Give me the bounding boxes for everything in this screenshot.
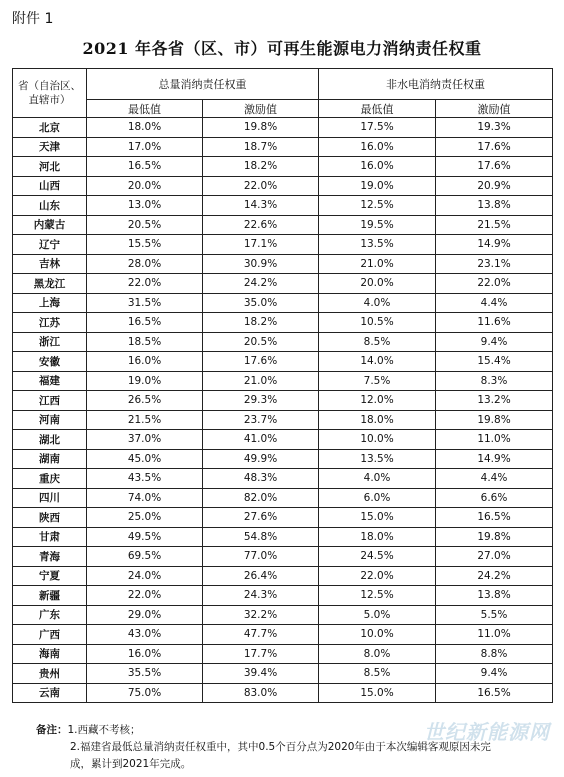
- header-nonhydro-min: 最低值: [319, 100, 436, 118]
- value-cell: 45.0%: [87, 449, 203, 469]
- table-row: [13, 254, 553, 274]
- province-cell: 天津: [13, 137, 87, 157]
- table-row: [13, 391, 553, 411]
- value-cell: 8.8%: [436, 644, 553, 664]
- value-cell: 29.0%: [87, 605, 203, 625]
- value-cell: 43.0%: [87, 625, 203, 645]
- value-cell: 17.6%: [436, 137, 553, 157]
- value-cell: 18.7%: [203, 137, 319, 157]
- table-row: [13, 313, 553, 333]
- value-cell: 6.0%: [319, 488, 436, 508]
- table-row: [13, 293, 553, 313]
- value-cell: 77.0%: [203, 547, 319, 567]
- table-row: [13, 430, 553, 450]
- header-total-min: 最低值: [87, 100, 203, 118]
- value-cell: 12.0%: [319, 391, 436, 411]
- value-cell: 28.0%: [87, 254, 203, 274]
- value-cell: 16.5%: [87, 313, 203, 333]
- province-cell: 上海: [13, 293, 87, 313]
- value-cell: 25.0%: [87, 508, 203, 528]
- value-cell: 8.0%: [319, 644, 436, 664]
- table-row: [13, 566, 553, 586]
- value-cell: 23.7%: [203, 410, 319, 430]
- value-cell: 10.0%: [319, 625, 436, 645]
- value-cell: 5.5%: [436, 605, 553, 625]
- table-row: [13, 274, 553, 294]
- value-cell: 16.5%: [436, 508, 553, 528]
- value-cell: 43.5%: [87, 469, 203, 489]
- province-cell: 新疆: [13, 586, 87, 606]
- value-cell: 19.0%: [319, 176, 436, 196]
- notes: [36, 722, 491, 773]
- value-cell: 24.3%: [203, 586, 319, 606]
- value-cell: 17.6%: [203, 352, 319, 372]
- value-cell: 13.8%: [436, 586, 553, 606]
- value-cell: 9.4%: [436, 332, 553, 352]
- table-row: [13, 508, 553, 528]
- value-cell: 35.5%: [87, 664, 203, 684]
- value-cell: 74.0%: [87, 488, 203, 508]
- header-nonhydro-incentive: 激励值: [436, 100, 553, 118]
- value-cell: 16.5%: [436, 683, 553, 703]
- table-row: [13, 625, 553, 645]
- value-cell: 24.0%: [87, 566, 203, 586]
- value-cell: 75.0%: [87, 683, 203, 703]
- value-cell: 13.5%: [319, 235, 436, 255]
- value-cell: 82.0%: [203, 488, 319, 508]
- value-cell: 15.4%: [436, 352, 553, 372]
- province-cell: 广西: [13, 625, 87, 645]
- value-cell: 47.7%: [203, 625, 319, 645]
- table-row: [13, 586, 553, 606]
- value-cell: 26.5%: [87, 391, 203, 411]
- value-cell: 18.0%: [319, 410, 436, 430]
- value-cell: 18.5%: [87, 332, 203, 352]
- value-cell: 16.0%: [87, 352, 203, 372]
- value-cell: 31.5%: [87, 293, 203, 313]
- province-cell: 北京: [13, 118, 87, 138]
- watermark-logo: 世纪新能源网: [424, 720, 550, 744]
- value-cell: 18.0%: [319, 527, 436, 547]
- value-cell: 12.5%: [319, 196, 436, 216]
- quota-table: [12, 68, 553, 703]
- value-cell: 83.0%: [203, 683, 319, 703]
- province-cell: 浙江: [13, 332, 87, 352]
- value-cell: 21.0%: [203, 371, 319, 391]
- province-cell: 山西: [13, 176, 87, 196]
- value-cell: 14.0%: [319, 352, 436, 372]
- table-row: [13, 137, 553, 157]
- province-cell: 江西: [13, 391, 87, 411]
- value-cell: 20.5%: [203, 332, 319, 352]
- note-1: 1.西藏不考核；: [67, 724, 141, 736]
- province-cell: 内蒙古: [13, 215, 87, 235]
- value-cell: 29.3%: [203, 391, 319, 411]
- value-cell: 15.5%: [87, 235, 203, 255]
- value-cell: 24.2%: [436, 566, 553, 586]
- note-2a: 2.福建省最低总量消纳责任权重中，其中0.5个百分点为2020年由于本次编辑客观原因未完: [70, 741, 491, 753]
- value-cell: 27.6%: [203, 508, 319, 528]
- header-total: 总量消纳责任权重: [87, 69, 319, 100]
- value-cell: 10.0%: [319, 430, 436, 450]
- province-cell: 甘肃: [13, 527, 87, 547]
- value-cell: 24.5%: [319, 547, 436, 567]
- table-row: [13, 196, 553, 216]
- value-cell: 22.6%: [203, 215, 319, 235]
- value-cell: 16.0%: [319, 137, 436, 157]
- value-cell: 19.0%: [87, 371, 203, 391]
- value-cell: 26.4%: [203, 566, 319, 586]
- value-cell: 5.0%: [319, 605, 436, 625]
- note-2b: 成，累计到2021年完成。: [70, 758, 192, 770]
- value-cell: 14.9%: [436, 235, 553, 255]
- value-cell: 21.5%: [436, 215, 553, 235]
- value-cell: 11.0%: [436, 625, 553, 645]
- value-cell: 17.1%: [203, 235, 319, 255]
- value-cell: 16.0%: [87, 644, 203, 664]
- value-cell: 49.9%: [203, 449, 319, 469]
- value-cell: 16.5%: [87, 157, 203, 177]
- value-cell: 39.4%: [203, 664, 319, 684]
- value-cell: 4.4%: [436, 469, 553, 489]
- page-title: 2021 年各省（区、市）可再生能源电力消纳责任权重: [82, 39, 482, 58]
- value-cell: 7.5%: [319, 371, 436, 391]
- value-cell: 17.0%: [87, 137, 203, 157]
- table-row: [13, 176, 553, 196]
- value-cell: 12.5%: [319, 586, 436, 606]
- value-cell: 37.0%: [87, 430, 203, 450]
- value-cell: 18.2%: [203, 313, 319, 333]
- province-cell: 青海: [13, 547, 87, 567]
- table-row: [13, 410, 553, 430]
- province-cell: 海南: [13, 644, 87, 664]
- province-cell: 河南: [13, 410, 87, 430]
- table-row: [13, 605, 553, 625]
- value-cell: 27.0%: [436, 547, 553, 567]
- value-cell: 21.0%: [319, 254, 436, 274]
- province-cell: 山东: [13, 196, 87, 216]
- value-cell: 21.5%: [87, 410, 203, 430]
- value-cell: 18.0%: [87, 118, 203, 138]
- province-cell: 江苏: [13, 313, 87, 333]
- table-row: [13, 488, 553, 508]
- value-cell: 4.4%: [436, 293, 553, 313]
- table-row: [13, 469, 553, 489]
- header-total-incentive: 激励值: [203, 100, 319, 118]
- value-cell: 20.0%: [319, 274, 436, 294]
- annex-label: 附件 1: [12, 11, 54, 27]
- value-cell: 22.0%: [319, 566, 436, 586]
- province-cell: 湖南: [13, 449, 87, 469]
- value-cell: 20.9%: [436, 176, 553, 196]
- value-cell: 8.5%: [319, 332, 436, 352]
- value-cell: 13.0%: [87, 196, 203, 216]
- value-cell: 19.8%: [436, 527, 553, 547]
- table-row: [13, 352, 553, 372]
- value-cell: 22.0%: [436, 274, 553, 294]
- province-cell: 宁夏: [13, 566, 87, 586]
- value-cell: 41.0%: [203, 430, 319, 450]
- value-cell: 11.0%: [436, 430, 553, 450]
- table-row: [13, 371, 553, 391]
- table-row: [13, 644, 553, 664]
- province-cell: 云南: [13, 683, 87, 703]
- province-cell: 广东: [13, 605, 87, 625]
- value-cell: 24.2%: [203, 274, 319, 294]
- value-cell: 32.2%: [203, 605, 319, 625]
- value-cell: 10.5%: [319, 313, 436, 333]
- table-row: [13, 235, 553, 255]
- value-cell: 4.0%: [319, 469, 436, 489]
- table-row: [13, 118, 553, 138]
- value-cell: 48.3%: [203, 469, 319, 489]
- province-cell: 陕西: [13, 508, 87, 528]
- table-body: [13, 118, 553, 703]
- value-cell: 30.9%: [203, 254, 319, 274]
- table-row: [13, 527, 553, 547]
- table-row: [13, 449, 553, 469]
- value-cell: 20.5%: [87, 215, 203, 235]
- table-row: [13, 547, 553, 567]
- value-cell: 19.8%: [436, 410, 553, 430]
- table-row: [13, 664, 553, 684]
- table-row: [13, 332, 553, 352]
- value-cell: 15.0%: [319, 683, 436, 703]
- notes-label: 备注：: [36, 724, 68, 736]
- value-cell: 20.0%: [87, 176, 203, 196]
- value-cell: 23.1%: [436, 254, 553, 274]
- province-cell: 四川: [13, 488, 87, 508]
- province-cell: 湖北: [13, 430, 87, 450]
- value-cell: 69.5%: [87, 547, 203, 567]
- value-cell: 15.0%: [319, 508, 436, 528]
- value-cell: 13.8%: [436, 196, 553, 216]
- value-cell: 22.0%: [203, 176, 319, 196]
- value-cell: 17.5%: [319, 118, 436, 138]
- province-cell: 贵州: [13, 664, 87, 684]
- value-cell: 16.0%: [319, 157, 436, 177]
- province-cell: 吉林: [13, 254, 87, 274]
- value-cell: 8.3%: [436, 371, 553, 391]
- table-row: [13, 157, 553, 177]
- value-cell: 19.3%: [436, 118, 553, 138]
- value-cell: 13.2%: [436, 391, 553, 411]
- value-cell: 13.5%: [319, 449, 436, 469]
- value-cell: 49.5%: [87, 527, 203, 547]
- province-cell: 河北: [13, 157, 87, 177]
- value-cell: 22.0%: [87, 274, 203, 294]
- value-cell: 11.6%: [436, 313, 553, 333]
- province-cell: 黑龙江: [13, 274, 87, 294]
- value-cell: 14.9%: [436, 449, 553, 469]
- value-cell: 17.6%: [436, 157, 553, 177]
- value-cell: 9.4%: [436, 664, 553, 684]
- value-cell: 14.3%: [203, 196, 319, 216]
- value-cell: 19.5%: [319, 215, 436, 235]
- value-cell: 4.0%: [319, 293, 436, 313]
- table-row: [13, 215, 553, 235]
- value-cell: 19.8%: [203, 118, 319, 138]
- table-row: [13, 683, 553, 703]
- value-cell: 54.8%: [203, 527, 319, 547]
- province-cell: 重庆: [13, 469, 87, 489]
- province-cell: 辽宁: [13, 235, 87, 255]
- province-cell: 安徽: [13, 352, 87, 372]
- value-cell: 18.2%: [203, 157, 319, 177]
- province-cell: 福建: [13, 371, 87, 391]
- value-cell: 22.0%: [87, 586, 203, 606]
- header-nonhydro: 非水电消纳责任权重: [319, 69, 553, 100]
- value-cell: 17.7%: [203, 644, 319, 664]
- header-province: 省（自治区、直辖市）: [13, 69, 87, 118]
- value-cell: 8.5%: [319, 664, 436, 684]
- value-cell: 6.6%: [436, 488, 553, 508]
- value-cell: 35.0%: [203, 293, 319, 313]
